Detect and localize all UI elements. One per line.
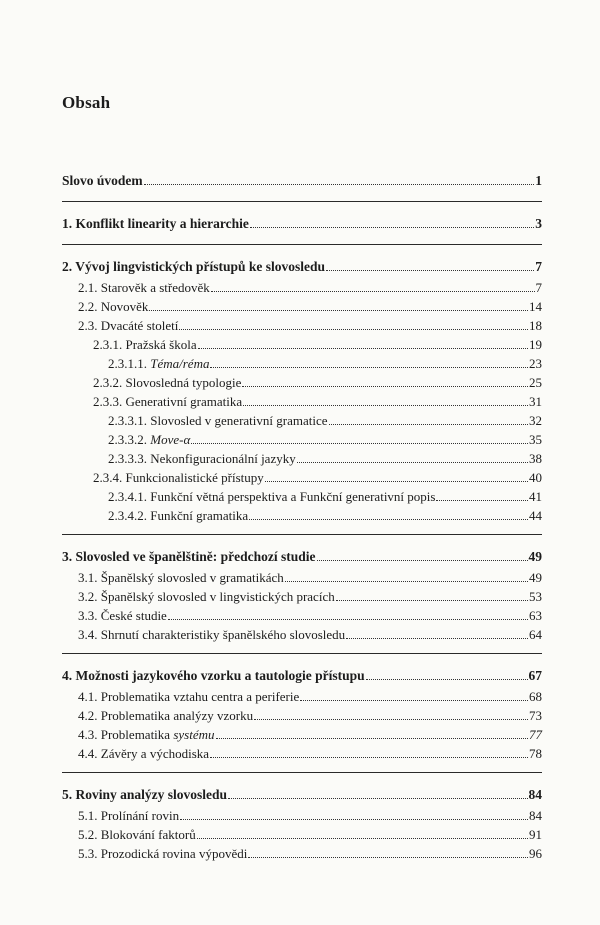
toc-chapter-entry xyxy=(62,784,542,806)
toc-entry-title: 4.1. Problematika vztahu centra a periferie xyxy=(78,689,300,704)
toc-page-number: 32 xyxy=(529,413,542,428)
toc-entry xyxy=(62,373,542,392)
toc-page-number: 78 xyxy=(529,746,542,761)
toc-chapter-entry xyxy=(62,213,542,235)
dot-leader xyxy=(198,348,528,349)
dot-leader xyxy=(317,560,528,561)
dot-leader xyxy=(300,700,528,701)
toc-section xyxy=(62,546,542,654)
dot-leader xyxy=(249,519,528,520)
toc-page-number: 1 xyxy=(535,173,542,188)
dot-leader xyxy=(216,738,529,739)
toc-entry-title: Slovo úvodem xyxy=(62,173,143,188)
toc-section xyxy=(62,213,542,245)
toc-entry-title: 4. Možnosti jazykového vzorku a tautologie přístupu xyxy=(62,668,365,683)
toc-page-number: 91 xyxy=(529,827,542,842)
toc-entry-title: 3. Slovosled ve španělštině: předchozí studie xyxy=(62,549,316,564)
toc-entry xyxy=(62,568,542,587)
toc-page-number: 40 xyxy=(529,470,542,485)
dot-leader xyxy=(179,329,528,330)
toc-entry xyxy=(62,725,542,744)
toc-entry-title: 5. Roviny analýzy slovosledu xyxy=(62,787,228,802)
toc-entry-title: 2.3.1.1. xyxy=(108,356,147,371)
toc-entry xyxy=(62,392,542,411)
toc-page-number: 96 xyxy=(529,846,542,861)
toc-page-number: 49 xyxy=(529,570,542,585)
toc-entry xyxy=(62,354,542,373)
toc-entry-title: 4.2. Problematika analýzy vzorku xyxy=(78,708,254,723)
toc-entry xyxy=(62,806,542,825)
toc-entry xyxy=(62,487,542,506)
dot-leader xyxy=(210,757,528,758)
toc-page-number: 3 xyxy=(535,216,542,231)
dot-leader xyxy=(149,310,528,311)
toc-page-number: 18 xyxy=(529,318,542,333)
toc-entry-title: 4.3. Problematika xyxy=(78,727,171,742)
toc-entry xyxy=(62,606,542,625)
toc-section xyxy=(62,170,542,202)
dot-leader xyxy=(346,638,528,639)
dot-leader xyxy=(180,819,528,820)
toc-page-number: 31 xyxy=(529,394,542,409)
toc-page-number: 53 xyxy=(529,589,542,604)
toc-page-number: 41 xyxy=(529,489,542,504)
dot-leader xyxy=(248,857,528,858)
toc-section xyxy=(62,256,542,535)
dot-leader xyxy=(336,600,528,601)
toc-entry xyxy=(62,468,542,487)
dot-leader xyxy=(250,227,534,228)
toc-section xyxy=(62,665,542,773)
toc-entry-title: 2.1. Starověk a středověk xyxy=(78,280,210,295)
toc-entry xyxy=(62,844,542,863)
toc-entry-title: 5.2. Blokování faktorů xyxy=(78,827,196,842)
toc-section xyxy=(62,784,542,872)
dot-leader xyxy=(285,581,528,582)
toc-entry xyxy=(62,430,542,449)
dot-leader xyxy=(197,838,528,839)
dot-leader xyxy=(144,184,535,185)
toc-entry-title-italic: systému xyxy=(173,727,215,742)
toc-entry-title: 2.3. Dvacáté století xyxy=(78,318,179,333)
toc-entry-title: 3.2. Španělský slovosled v lingvistických pracích xyxy=(78,589,335,604)
toc-entry xyxy=(62,335,542,354)
toc-entry xyxy=(62,411,542,430)
toc-entry-title: 1. Konflikt linearity a hierarchie xyxy=(62,216,249,231)
dot-leader xyxy=(326,270,534,271)
dot-leader xyxy=(329,424,528,425)
toc-page-number: 19 xyxy=(529,337,542,352)
toc-entry-title: 2.3.3.3. Nekonfiguracionální jazyky xyxy=(108,451,296,466)
toc-page-number: 64 xyxy=(529,627,542,642)
toc-entry xyxy=(62,316,542,335)
toc-entry xyxy=(62,297,542,316)
toc-entry xyxy=(62,625,542,644)
toc-page-number: 77 xyxy=(529,727,542,742)
toc-entry-title: 2.3.1. Pražská škola xyxy=(93,337,197,352)
dot-leader xyxy=(242,386,528,387)
toc-entry xyxy=(62,706,542,725)
dot-leader xyxy=(366,679,528,680)
toc-entry xyxy=(62,587,542,606)
toc-page-number: 35 xyxy=(529,432,542,447)
toc-entry-title: 2.3.3.2. xyxy=(108,432,147,447)
toc-entry-title: 2.3.4.1. Funkční větná perspektiva a Funkční generativní popis xyxy=(108,489,436,504)
dot-leader xyxy=(228,798,527,799)
toc-page-number: 67 xyxy=(528,668,542,683)
dot-leader xyxy=(265,481,528,482)
toc-entry-title: 2.3.3. Generativní gramatika xyxy=(93,394,243,409)
toc-entry-title: 2. Vývoj lingvistických přístupů ke slovosledu xyxy=(62,259,326,274)
toc-page-number: 84 xyxy=(529,808,542,823)
dot-leader xyxy=(168,619,528,620)
toc-entry-title-italic: Move-α xyxy=(150,432,191,447)
toc-chapter-entry xyxy=(62,256,542,278)
toc-chapter-entry xyxy=(62,170,542,192)
toc-entry-title: 2.2. Novověk xyxy=(78,299,149,314)
toc-entry xyxy=(62,687,542,706)
dot-leader xyxy=(436,500,528,501)
toc-entry xyxy=(62,744,542,763)
dot-leader xyxy=(210,367,528,368)
toc-entry-title: 2.3.2. Slovosledná typologie xyxy=(93,375,242,390)
toc-entry-title: 2.3.3.1. Slovosled v generativní gramatice xyxy=(108,413,328,428)
toc-page-number: 7 xyxy=(535,259,542,274)
toc-entry xyxy=(62,825,542,844)
toc-page-number: 25 xyxy=(529,375,542,390)
toc-page-number: 14 xyxy=(529,299,542,314)
toc-entry-title: 2.3.4.2. Funkční gramatika xyxy=(108,508,249,523)
toc-page-number: 38 xyxy=(529,451,542,466)
toc-entry xyxy=(62,278,542,297)
toc-chapter-entry xyxy=(62,546,542,568)
toc-entry xyxy=(62,506,542,525)
toc-entry-title: 5.3. Prozodická rovina výpovědi xyxy=(78,846,248,861)
toc-entry-title: 4.4. Závěry a východiska xyxy=(78,746,210,761)
dot-leader xyxy=(243,405,528,406)
toc-entry-title: 5.1. Prolínání rovin xyxy=(78,808,180,823)
toc-entry-title-italic: Téma/réma xyxy=(150,356,210,371)
toc-entry xyxy=(62,449,542,468)
toc-entry-title: 3.1. Španělský slovosled v gramatikách xyxy=(78,570,284,585)
toc-page-number: 7 xyxy=(535,280,542,295)
toc-entry-title: 3.3. České studie xyxy=(78,608,167,623)
toc-page-number: 49 xyxy=(528,549,542,564)
toc-page-number: 44 xyxy=(529,508,542,523)
page-title: Obsah xyxy=(62,93,111,112)
toc-page-number: 73 xyxy=(529,708,542,723)
toc-chapter-entry xyxy=(62,665,542,687)
toc-page-number: 68 xyxy=(529,689,542,704)
dot-leader xyxy=(254,719,528,720)
dot-leader xyxy=(191,443,528,444)
toc-page-number: 84 xyxy=(528,787,542,802)
dot-leader xyxy=(211,291,535,292)
toc-page-number: 23 xyxy=(529,356,542,371)
toc-page-number: 63 xyxy=(529,608,542,623)
dot-leader xyxy=(297,462,528,463)
toc-entry-title: 3.4. Shrnutí charakteristiky španělského slovosledu xyxy=(78,627,346,642)
toc-entry-title: 2.3.4. Funkcionalistické přístupy xyxy=(93,470,264,485)
table-of-contents xyxy=(62,170,542,883)
